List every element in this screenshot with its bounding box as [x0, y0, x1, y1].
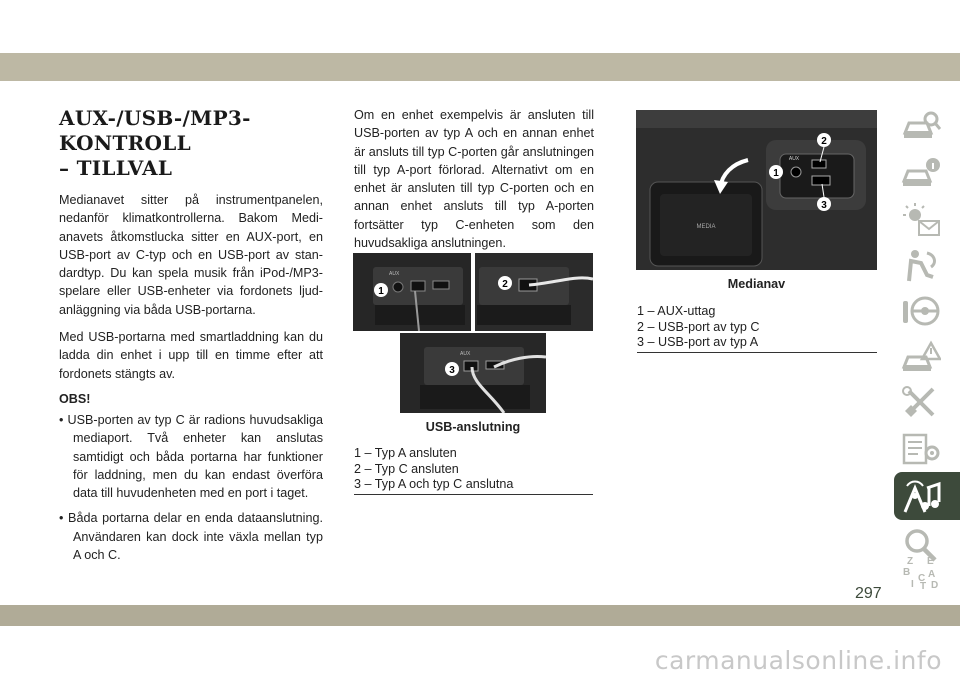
index-icon — [901, 554, 941, 590]
usb-legend-rule — [354, 494, 593, 495]
car-search-icon — [901, 109, 941, 145]
tab-specifications[interactable] — [894, 426, 948, 472]
usb-legend-item-3: 3 – Typ A och typ C anslutna — [354, 477, 514, 491]
paragraph-smartcharge: Med USB-portarna med smartladdning kan du ladda din enhet i upp till en timme efter att fordonets stängts av. — [59, 330, 323, 381]
usb-photo-type-a-drawing — [353, 253, 471, 331]
usb-photo-type-c-drawing — [475, 253, 593, 331]
column-left — [59, 106, 323, 571]
media-legend-item-1: 1 – AUX-uttag — [637, 304, 716, 318]
section-title — [59, 106, 323, 181]
index-letter-i: I — [911, 579, 914, 590]
car-info-icon — [901, 155, 941, 191]
note-bullet-1: • USB-porten av typ C är radions huvudsakliga mediaport. Två enheter kan anslutas samtidigt och båda portarna har funktioner för laddning, men du kan endast överföra data till huvudenheten med en port i taget. — [59, 412, 323, 501]
note-label: OBS! — [59, 391, 91, 406]
tab-car-info[interactable] — [894, 150, 948, 196]
specifications-icon — [901, 431, 941, 467]
index-letter-d: D — [931, 580, 939, 590]
airbag-seat-icon — [901, 247, 941, 283]
tab-warning-lights[interactable] — [894, 196, 948, 242]
usb-photo-callout-3: 3 — [449, 365, 455, 376]
usb-figure-legend — [354, 446, 594, 493]
tab-car-warning[interactable] — [894, 334, 948, 380]
tab-maintenance-tools[interactable] — [894, 380, 948, 426]
tab-airbag-seat[interactable] — [894, 242, 948, 288]
top-band — [0, 53, 960, 81]
index-letter-t: T — [920, 581, 927, 590]
usb-legend-item-2: 2 – Typ C ansluten — [354, 461, 459, 476]
media-figure-legend — [637, 304, 877, 351]
index-letter-b: B — [903, 567, 911, 578]
media-callout-2: 2 — [821, 136, 827, 147]
note-bullet-2: • Båda portarna delar en enda dataanslutning. Användaren kan dock inte växla mellan typ A och C. — [59, 511, 323, 563]
media-callout-1: 1 — [773, 168, 779, 179]
usb-photo-type-c — [475, 253, 593, 331]
bottom-band — [0, 605, 960, 626]
media-hub-photo — [636, 110, 877, 270]
media-door-label: MEDIA — [696, 224, 716, 230]
page-number: 297 — [855, 585, 882, 602]
usb-photo-callout-2: 2 — [502, 279, 508, 290]
tab-index[interactable] — [894, 550, 948, 594]
media-legend-item-3: 3 – USB-port av typ A — [637, 335, 759, 349]
media-legend-rule — [637, 352, 877, 353]
usb-photo-callout-1: 1 — [378, 286, 384, 297]
index-letter-a: A — [928, 569, 936, 580]
watermark: carmanualsonline.info — [654, 646, 942, 675]
usb-photo-type-a — [353, 253, 471, 331]
media-aux-label: AUX — [788, 156, 800, 162]
tab-steering-wheel[interactable] — [894, 288, 948, 334]
paragraph-intro: Medianavet sitter på instrumentpanelen, nedanför klimatkontrollerna. Bakom Medianavets åtkomstlucka sitter en AUX-port, en USB-port av C-typ och en USB-port av standardtyp. Du kan spela musik från iPod-/MP3-spelare eller USB-enheter via fordonets ljudanläggning via båda USB-portarna. — [59, 193, 323, 317]
index-letter-c: C — [918, 573, 926, 584]
steering-wheel-icon — [901, 293, 941, 329]
usb-photo-both — [400, 333, 546, 413]
media-callout-3: 3 — [821, 200, 827, 211]
usb-connection-figure — [353, 253, 593, 413]
usb-photo-aux-label: AUX — [389, 271, 400, 277]
usb-figure-caption: USB-anslutning — [425, 420, 521, 434]
media-legend-item-2: 2 – USB-port av typ C — [637, 319, 760, 334]
tab-car-search[interactable] — [894, 104, 948, 150]
maintenance-tools-icon — [901, 385, 941, 421]
chapter-tabs — [894, 104, 960, 590]
section-title-line2: – TILLVAL — [59, 156, 173, 180]
media-hub-drawing — [636, 110, 877, 270]
media-figure-caption: Medianav — [727, 277, 786, 291]
paragraph-connection: Om en enhet exempelvis är ansluten till USB-porten av typ A och en annan enhet är ansluts till typ C-porten går anslutningen till typ A-port förlorad. Alternativt om en enhet är ansluten till typ C-porten och en annan enhet ansluts till typ A-porten fortsätter typ C-enheten som den huvudsakliga anslutningen. — [354, 108, 594, 251]
usb-legend-item-1: 1 – Typ A ansluten — [354, 446, 457, 460]
index-letter-e: E — [927, 556, 934, 567]
column-middle — [354, 106, 594, 252]
multimedia-icon — [901, 478, 941, 514]
usb-photo-both-drawing — [400, 333, 546, 413]
index-letter-z: Z — [907, 556, 914, 567]
usb-photo-aux-label-2: AUX — [460, 351, 471, 357]
section-title-line1: AUX-/USB-/MP3-KONTROLL — [59, 106, 251, 155]
tab-multimedia[interactable] — [894, 472, 960, 520]
car-warning-icon — [901, 339, 941, 375]
warning-lights-icon — [901, 201, 941, 237]
